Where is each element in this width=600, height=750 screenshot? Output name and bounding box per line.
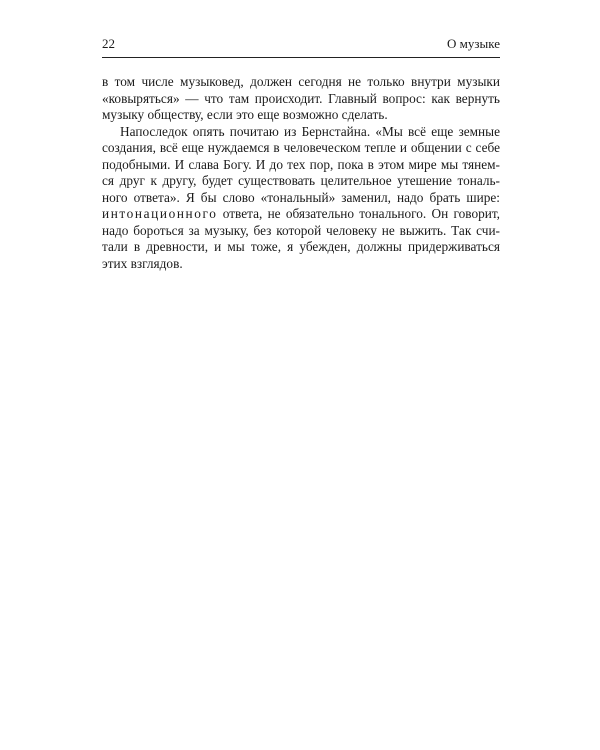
text-line: в том числе музыковед, должен сегодня не только внутри музыки [102, 74, 500, 89]
text-line: «ковыряться» — что там происходит. Главный вопрос: как вернуть [102, 90, 500, 106]
text-line: ного ответа». Я бы слово «тональный» заменил, надо брать шире: [102, 189, 500, 205]
section-title: О музыке [447, 36, 500, 51]
paragraph [102, 74, 500, 124]
paragraph [102, 124, 500, 273]
emphasized-word: интонационного [102, 206, 218, 221]
text-line: надо бороться за музыку, без которой человеку не выжить. Так счи- [102, 222, 500, 238]
running-head [102, 36, 500, 56]
text-line: этих взглядов. [102, 255, 183, 271]
text-line-rest: ответа, не обязательно тонального. Он говорит, [217, 206, 500, 221]
body-text [102, 74, 500, 272]
text-line: тали в древности, и мы тоже, я убежден, должны придерживаться [102, 239, 500, 254]
text-line: подобными. И слава Богу. И до тех пор, пока в этом мире мы тянем- [102, 156, 500, 172]
header-rule [102, 57, 500, 58]
text-line [102, 206, 500, 223]
text-line: ся друг к другу, будет существовать целительное утешение тональ- [102, 173, 500, 188]
text-line: музыку обществу, если это еще возможно сделать. [102, 107, 388, 122]
text-line: Напоследок опять почитаю из Бернстайна. «Мы всё еще земные [120, 123, 500, 139]
page-number: 22 [102, 36, 115, 51]
text-line: создания, всё еще нуждаемся в человеческом тепле и общении с себе [102, 140, 500, 155]
